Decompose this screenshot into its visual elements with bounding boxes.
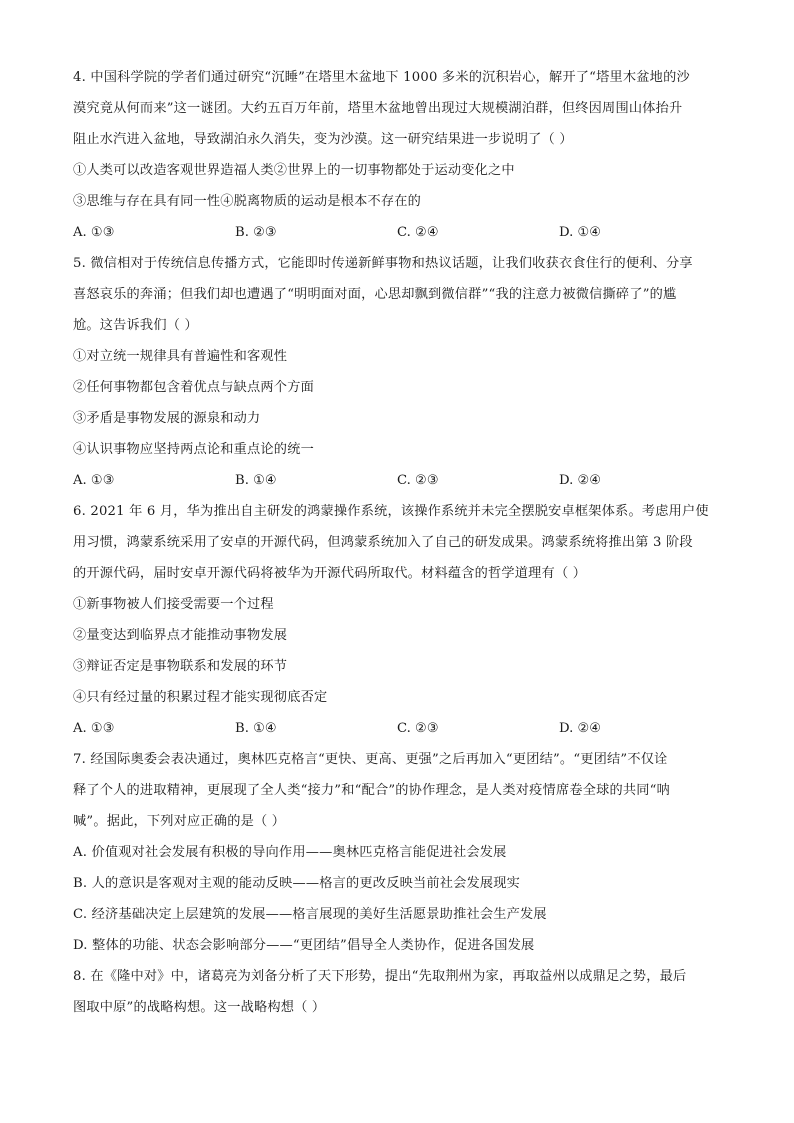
option-d: D. ②④ — [559, 473, 602, 488]
option-d: D. 整体的功能、状态会影响部分——“更团结”倡导全人类协作，促进各国发展 — [73, 938, 535, 953]
question-6 — [73, 496, 723, 744]
statement-item: ②任何事物都包含着优点与缺点两个方面 — [73, 380, 314, 395]
statement-item: ③辩证否定是事物联系和发展的环节 — [73, 659, 288, 674]
question-7 — [73, 744, 723, 961]
statement-item: ①人类可以改造客观世界造福人类②世界上的一切事物都处于运动变化之中 — [73, 163, 515, 178]
option-b: B. ①④ — [235, 721, 277, 736]
question-4 — [73, 62, 723, 248]
statement-item: ①对立统一规律具有普遍性和客观性 — [73, 349, 288, 364]
option-b: B. ①④ — [235, 473, 277, 488]
option-b: B. ②③ — [235, 225, 277, 240]
question-stem-line: 8. 在《隆中对》中，诸葛亮为刘备分析了天下形势，提出“先取荆州为家，再取益州以成鼎足之势，最后 — [73, 969, 687, 984]
answer-options — [73, 713, 723, 744]
question-stem-line: 漠究竟从何而来”这一谜团。大约五百万年前，塔里木盆地曾出现过大规模湖泊群，但终因周围山体抬升 — [73, 101, 683, 116]
option-d: D. ①④ — [559, 225, 602, 240]
option-c: C. 经济基础决定上层建筑的发展——格言展现的美好生活愿景助推社会生产发展 — [73, 907, 547, 922]
question-stem-line: 尬。这告诉我们（ ） — [73, 318, 198, 333]
question-stem-line: 4. 中国科学院的学者们通过研究“沉睡”在塔里木盆地下 1000 多米的沉积岩心，解开了“塔里木盆地的沙 — [73, 70, 690, 85]
option-c: C. ②③ — [397, 721, 439, 736]
option-b: B. 人的意识是客观对主观的能动反映——格言的更改反映当前社会发展现实 — [73, 876, 521, 891]
question-stem-line: 用习惯，鸿蒙系统采用了安卓的开源代码，但鸿蒙系统加入了自己的研发成果。鸿蒙系统将推出第 3 阶段 — [73, 535, 693, 550]
statement-item: ③矛盾是事物发展的源泉和动力 — [73, 411, 261, 426]
question-5 — [73, 248, 723, 496]
answer-options — [73, 217, 723, 248]
question-stem-line: 5. 微信相对于传统信息传播方式，它能即时传递新鲜事物和热议话题，让我们收获衣食住行的便利、分享 — [73, 256, 693, 271]
statement-item: ④认识事物应坚持两点论和重点论的统一 — [73, 442, 314, 457]
question-stem-line: 释了个人的进取精神，更展现了全人类“接力”和“配合”的协作理念，是人类对疫情席卷全球的共同“呐 — [73, 783, 670, 798]
question-stem-line: 喜怒哀乐的奔涌；但我们却也遭遇了“明明面对面，心思却飘到微信群”“我的注意力被微信撕碎了”的尴 — [73, 287, 677, 302]
exam-page — [73, 62, 723, 1023]
option-a: A. ①③ — [73, 225, 115, 240]
question-stem-line: 阻止水汽进入盆地，导致湖泊永久消失，变为沙漠。这一研究结果进一步说明了（ ） — [73, 132, 573, 147]
option-c: C. ②④ — [397, 225, 439, 240]
question-stem-line: 的开源代码，届时安卓开源代码将被华为开源代码所取代。材料蕴含的哲学道理有（ ） — [73, 566, 587, 581]
answer-options — [73, 465, 723, 496]
statement-item: ③思维与存在具有同一性④脱离物质的运动是根本不存在的 — [73, 194, 422, 209]
statement-item: ①新事物被人们接受需要一个过程 — [73, 597, 274, 612]
statement-item: ②量变达到临界点才能推动事物发展 — [73, 628, 288, 643]
question-stem-line: 图取中原”的战略构想。这一战略构想（ ） — [73, 1000, 326, 1015]
question-stem-line: 7. 经国际奥委会表决通过，奥林匹克格言“更快、更高、更强”之后再加入“更团结”。“更团结”不仅诠 — [73, 752, 668, 767]
question-stem-line: 喊”。据此，下列对应正确的是（ ） — [73, 814, 286, 829]
question-stem-line: 6. 2021 年 6 月，华为推出自主研发的鸿蒙操作系统，该操作系统并未完全摆脱安卓框架体系。考虑用户使 — [73, 504, 709, 519]
statement-item: ④只有经过量的积累过程才能实现彻底否定 — [73, 690, 328, 705]
option-d: D. ②④ — [559, 721, 602, 736]
option-c: C. ②③ — [397, 473, 439, 488]
option-a: A. 价值观对社会发展有积极的导向作用——奥林匹克格言能促进社会发展 — [73, 845, 507, 860]
option-a: A. ①③ — [73, 721, 115, 736]
option-a: A. ①③ — [73, 473, 115, 488]
question-8 — [73, 961, 723, 1023]
